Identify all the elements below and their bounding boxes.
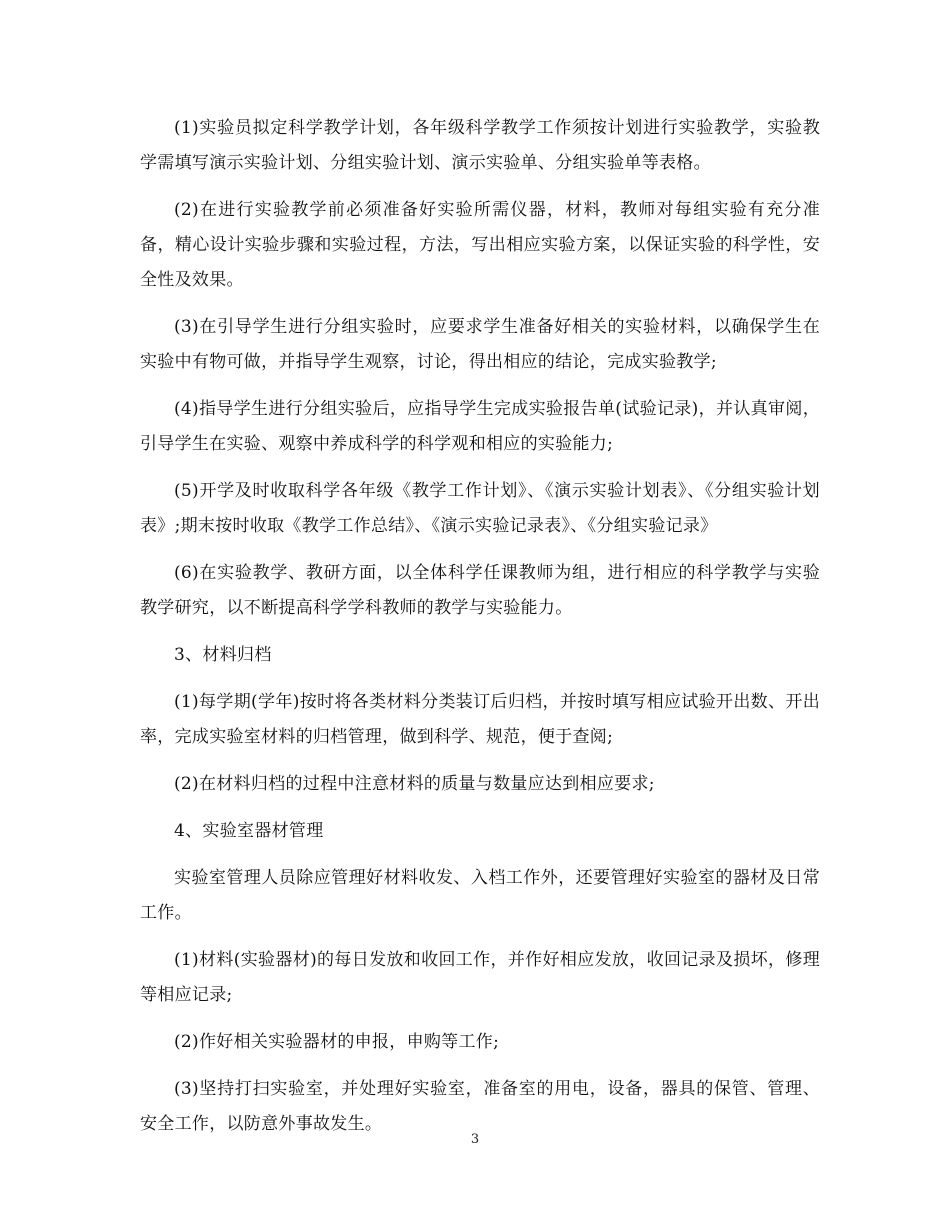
paragraph-3: (3)在引导学生进行分组实验时，应要求学生准备好相关的实验材料，以确保学生在实验中有物可做，并指导学生观察，讨论，得出相应的结论，完成实验教学; bbox=[140, 317, 820, 372]
paragraph-12: (3)坚持打扫实验室，并处理好实验室，准备室的用电，设备，器具的保管、管理、安全工作，以防意外事故发生。 bbox=[140, 1079, 820, 1134]
paragraph-1: (1)实验员拟定科学教学计划，各年级科学教学工作须按计划进行实验教学，实验教学需填写演示实验计划、分组实验计划、演示实验单、分组实验单等表格。 bbox=[140, 118, 820, 173]
paragraph-6: (6)在实验教学、教研方面，以全体科学任课教师为组，进行相应的科学教学与实验教学研究，以不断提高科学学科教师的教学与实验能力。 bbox=[140, 563, 820, 618]
section-heading-lab-equipment: 4、实验室器材管理 bbox=[174, 821, 324, 841]
paragraph-10: (1)材料(实验器材)的每日发放和收回工作，并作好相应发放，收回记录及损坏，修理等相应记录; bbox=[140, 950, 820, 1005]
paragraph-8: (2)在材料归档的过程中注意材料的质量与数量应达到相应要求; bbox=[174, 774, 655, 794]
paragraph-4: (4)指导学生进行分组实验后，应指导学生完成实验报告单(试验记录)，并认真审阅，引导学生在实验、观察中养成科学的科学观和相应的实验能力; bbox=[140, 399, 820, 454]
page-number: 3 bbox=[470, 1132, 480, 1147]
section-heading-materials-archive: 3、材料归档 bbox=[174, 645, 272, 665]
paragraph-11: (2)作好相关实验器材的申报，申购等工作; bbox=[174, 1032, 500, 1052]
paragraph-9: 实验室管理人员除应管理好材料收发、入档工作外，还要管理好实验室的器材及日常工作。 bbox=[140, 868, 820, 923]
paragraph-2: (2)在进行实验教学前必须准备好实验所需仪器，材料，教师对每组实验有充分准备，精心设计实验步骤和实验过程，方法，写出相应实验方案，以保证实验的科学性，安全性及效果。 bbox=[140, 200, 820, 290]
paragraph-7: (1)每学期(学年)按时将各类材料分类装订后归档，并按时填写相应试验开出数、开出率，完成实验室材料的归档管理，做到科学、规范，便于查阅; bbox=[140, 692, 820, 747]
document-body bbox=[140, 111, 820, 1154]
paragraph-5: (5)开学及时收取科学各年级《教学工作计划》、《演示实验计划表》、《分组实验计划表》;期末按时收取《教学工作总结》、《演示实验记录表》、《分组实验记录》 bbox=[140, 481, 820, 536]
